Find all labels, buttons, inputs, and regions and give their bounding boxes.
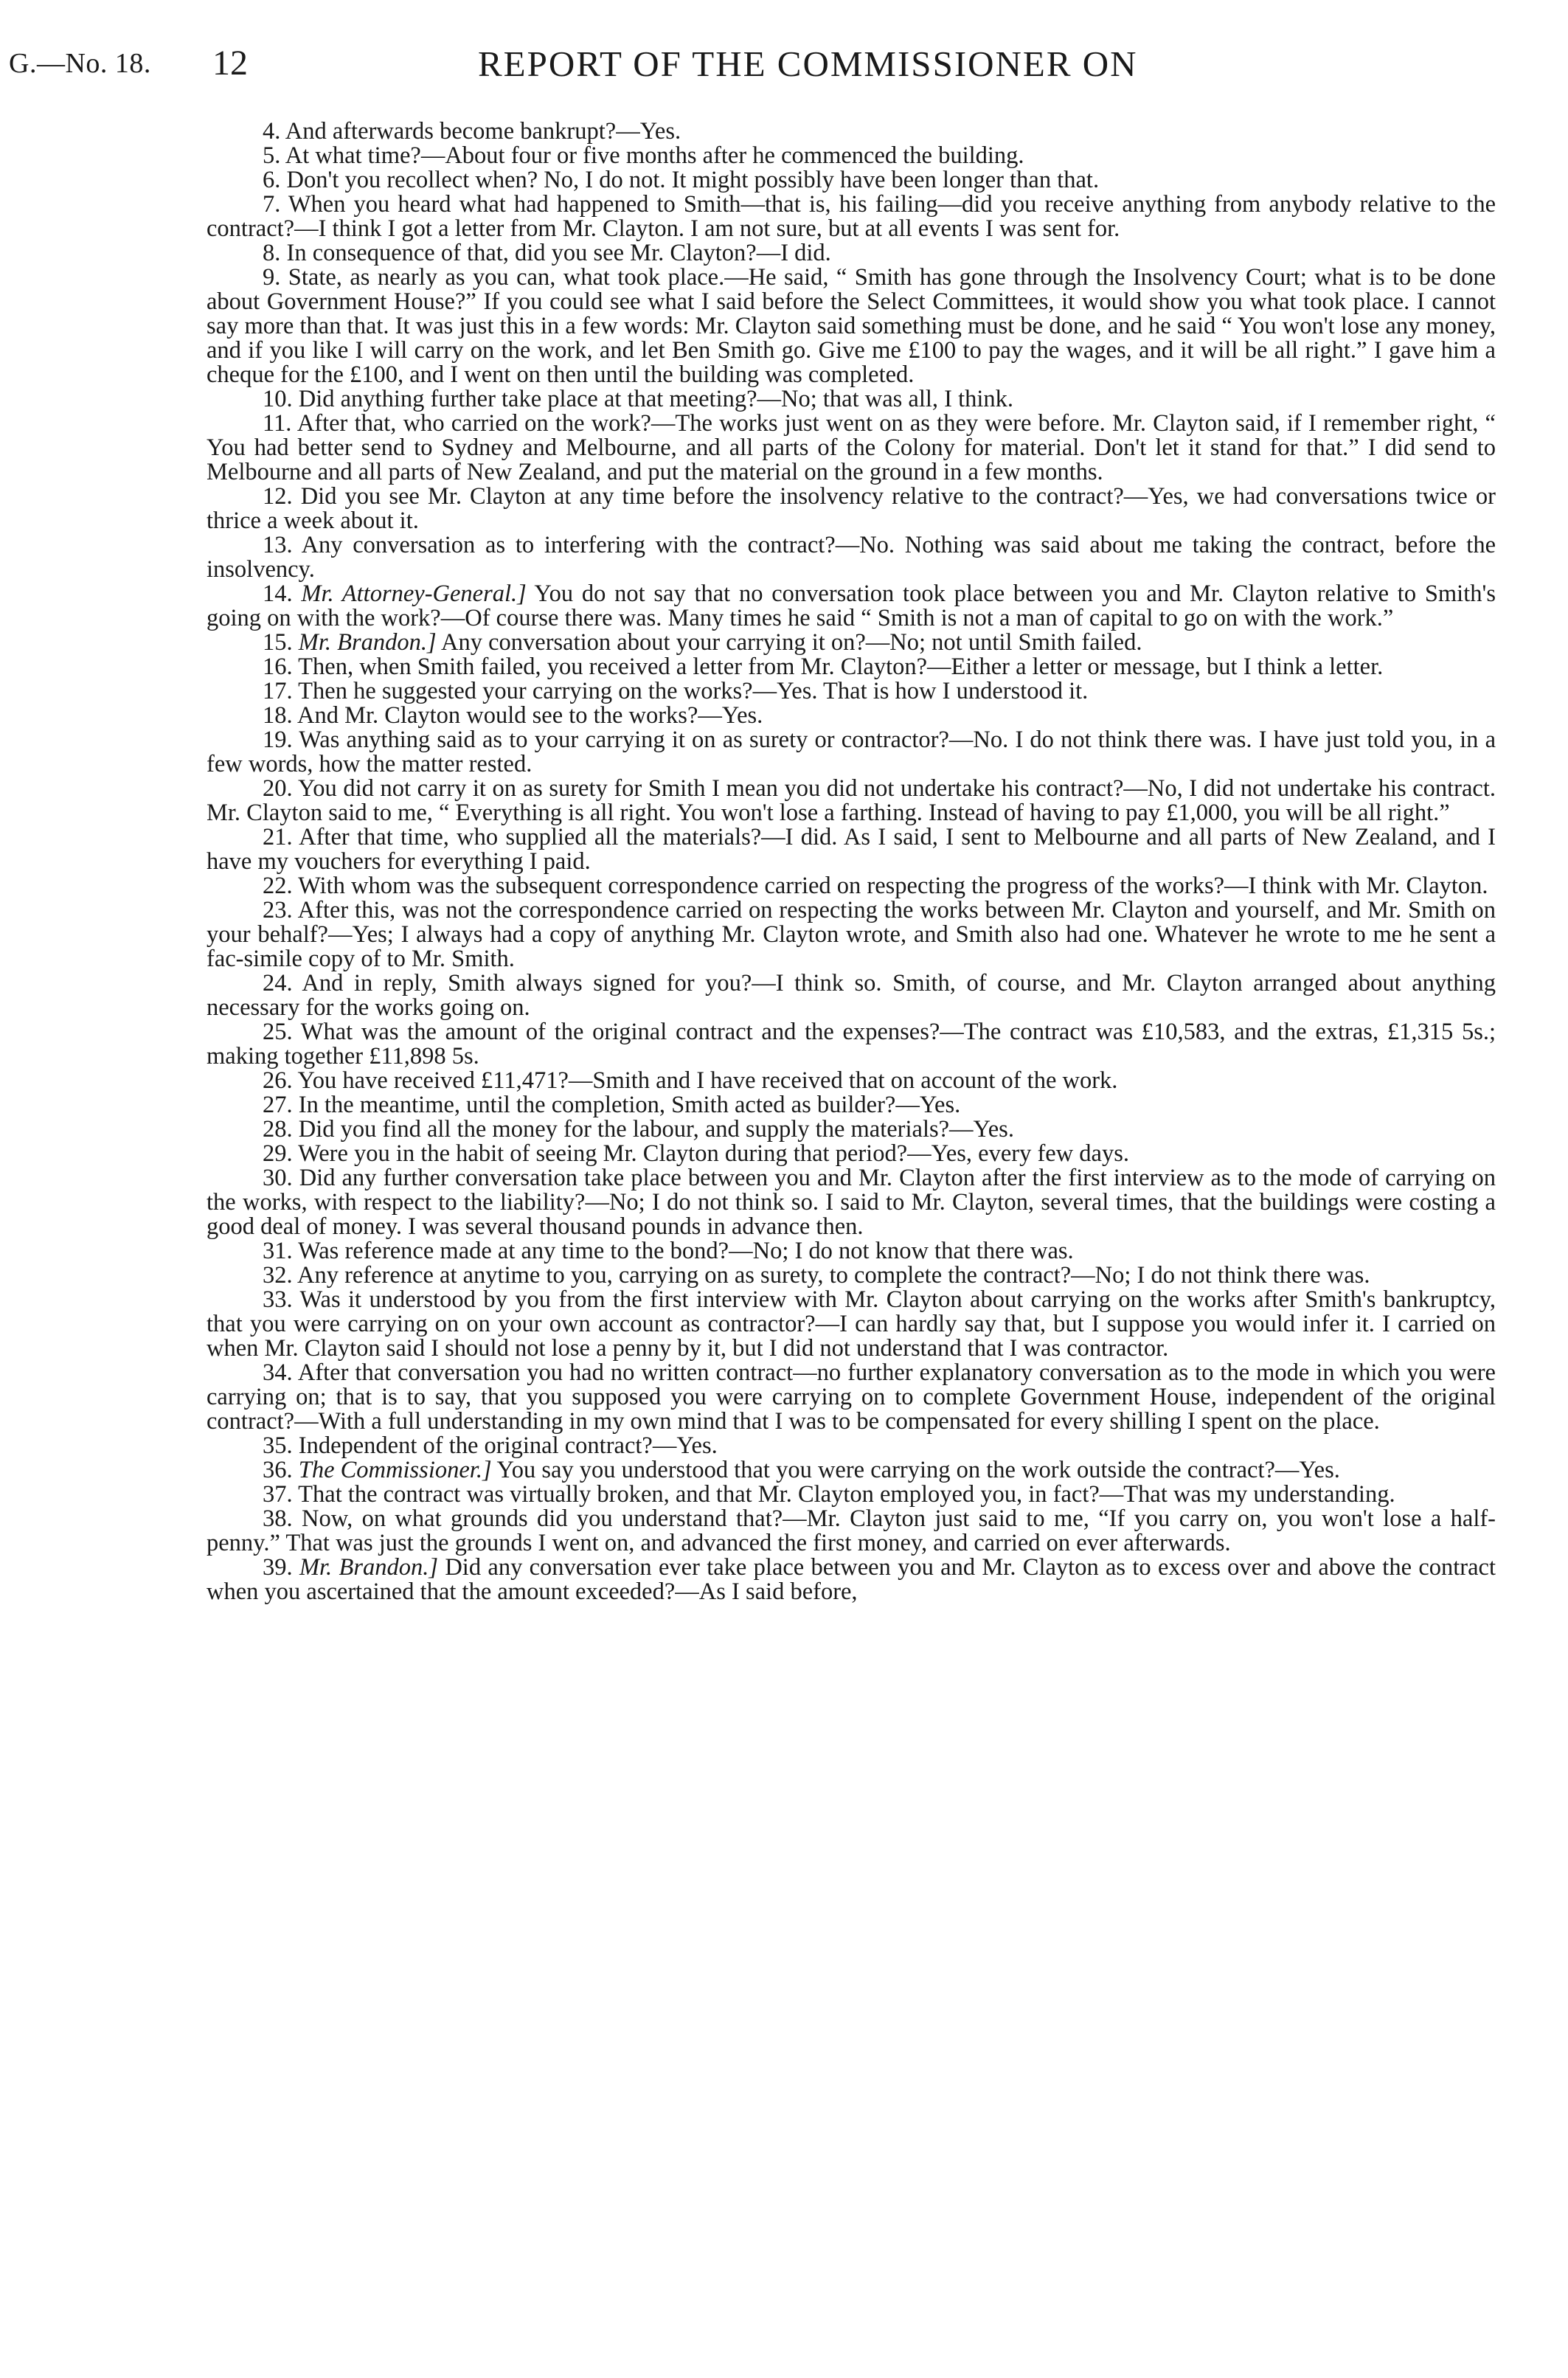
paragraph-text: With whom was the subsequent correspondence carried on respecting the progress of the works?—I think with Mr. Clayton. [298, 873, 1488, 899]
paragraph-text: Any conversation as to interfering with the contract?—No. Nothing was said about me taking the contract, before the insolvency. [207, 532, 1496, 583]
question-number: 37. [263, 1481, 293, 1508]
paragraph-text: Then, when Smith failed, you received a letter from Mr. Clayton?—Either a letter or message, but I think a letter. [298, 654, 1384, 680]
paragraph-text: Then he suggested your carrying on the works?—Yes. That is how I understood it. [298, 678, 1089, 704]
paragraph-text: In consequence of that, did you see Mr. Clayton?—I did. [286, 240, 831, 266]
paragraph-text: Was reference made at any time to the bond?—No; I do not know that there was. [298, 1238, 1074, 1264]
question-number: 13. [263, 532, 293, 558]
paragraph-text: And Mr. Clayton would see to the works?—Yes. [296, 702, 763, 729]
question-answer-paragraph [207, 1507, 1496, 1556]
question-number: 34. [263, 1359, 293, 1386]
paragraph-text: Were you in the habit of seeing Mr. Clayton during that period?—Yes, every few days. [298, 1140, 1129, 1167]
question-number: 39. [263, 1554, 293, 1581]
paper-code: G.—No. 18. [9, 48, 151, 79]
question-number: 10. [263, 386, 293, 412]
question-answer-paragraph [207, 1142, 1496, 1166]
question-number: 24. [263, 970, 293, 996]
running-title: REPORT OF THE COMMISSIONER ON [478, 44, 1138, 84]
question-answer-paragraph [207, 874, 1496, 898]
paragraph-text: You have received £11,471?—Smith and I have received that on account of the work. [297, 1067, 1118, 1094]
question-number: 26. [263, 1067, 293, 1094]
paragraph-text: After that, who carried on the work?—The works just went on as they were before. Mr. Clayton said, if I remember right, “ You had better send to Sydney and Melbourne, and all parts of the Colony for material. Don't let it stand for that.” I did send to Melbourne and all parts of New Zealand, and put the material on the ground in a few months. [207, 410, 1496, 485]
question-number: 35. [263, 1432, 293, 1459]
question-number: 31. [263, 1238, 293, 1264]
paragraph-text: Now, on what grounds did you understand that?—Mr. Clayton just said to me, “If you carry on, you won't lose a half-penny.” That was just the grounds I went on, and advanced the first money, and carried on ever afterwards. [207, 1505, 1496, 1556]
question-answer-paragraph [207, 1263, 1496, 1288]
question-answer-paragraph [207, 631, 1496, 655]
paragraph-text: When you heard what had happened to Smith—that is, his failing—did you receive anything from anybody relative to the contract?—I think I got a letter from Mr. Clayton. I am not sure, but at all events I was sent for. [207, 191, 1496, 242]
paragraph-text: You do not say that no conversation took place between you and Mr. Clayton relative to Smith's going on with the work?—Of course there was. Many times he said “ Smith is not a man of capital to go on with the work.” [207, 580, 1496, 631]
question-number: 33. [263, 1286, 293, 1313]
question-answer-paragraph [207, 1458, 1496, 1483]
question-number: 32. [263, 1262, 293, 1289]
question-number: 19. [263, 727, 293, 753]
question-answer-paragraph [207, 412, 1496, 485]
question-answer-paragraph [207, 655, 1496, 679]
question-number: 18. [263, 702, 293, 729]
question-number: 6. [263, 167, 281, 193]
question-number: 5. [263, 142, 281, 169]
evidence-body [207, 119, 1496, 1604]
question-number: 36. [263, 1457, 293, 1483]
question-number: 14. [263, 580, 293, 607]
question-answer-paragraph [207, 241, 1496, 266]
paragraph-text: In the meantime, until the completion, Smith acted as builder?—Yes. [298, 1092, 961, 1118]
page-header [0, 43, 1568, 94]
question-answer-paragraph [207, 704, 1496, 728]
question-number: 12. [263, 483, 293, 510]
speaker-label: Mr. Brandon.] [298, 629, 437, 656]
question-number: 8. [263, 240, 281, 266]
paragraph-text: Any reference at anytime to you, carrying on as surety, to complete the contract?—No; I do not think there was. [296, 1262, 1370, 1289]
paragraph-text: At what time?—About four or five months after he commenced the building. [285, 142, 1024, 169]
paragraph-text: That the contract was virtually broken, and that Mr. Clayton employed you, in fact?—That was my understanding. [298, 1481, 1395, 1508]
question-number: 20. [263, 775, 293, 802]
question-number: 38. [263, 1505, 293, 1532]
question-number: 22. [263, 873, 293, 899]
question-answer-paragraph [207, 728, 1496, 777]
question-answer-paragraph [207, 1434, 1496, 1458]
question-answer-paragraph [207, 168, 1496, 193]
question-number: 17. [263, 678, 293, 704]
question-answer-paragraph [207, 898, 1496, 971]
question-number: 29. [263, 1140, 293, 1167]
question-answer-paragraph [207, 1556, 1496, 1604]
question-answer-paragraph [207, 1020, 1496, 1069]
question-answer-paragraph [207, 971, 1496, 1020]
question-answer-paragraph [207, 1288, 1496, 1361]
speaker-label: Mr. Attorney-General.] [301, 580, 527, 607]
speaker-label: The Commissioner.] [298, 1457, 492, 1483]
question-answer-paragraph [207, 193, 1496, 241]
question-number: 25. [263, 1019, 293, 1045]
paragraph-text: You did not carry it on as surety for Smith I mean you did not undertake his contract?—No, I did not undertake his contract. Mr. Clayton said to me, “ Everything is all right. You won't lose a farthing. Instead of having to pay £1,000, you will be all right.” [207, 775, 1496, 826]
question-answer-paragraph [207, 1117, 1496, 1142]
paragraph-text: And in reply, Smith always signed for you?—I think so. Smith, of course, and Mr. Clayton arranged about anything necessary for the works going on. [207, 970, 1496, 1021]
question-answer-paragraph [207, 387, 1496, 412]
question-answer-paragraph [207, 1093, 1496, 1117]
paragraph-text: What was the amount of the original contract and the expenses?—The contract was £10,583, and the extras, £1,315 5s.; making together £11,898 5s. [207, 1019, 1496, 1070]
question-number: 15. [263, 629, 293, 656]
question-number: 16. [263, 654, 293, 680]
question-answer-paragraph [207, 777, 1496, 825]
question-answer-paragraph [207, 1361, 1496, 1434]
speaker-label: Mr. Brandon.] [299, 1554, 439, 1581]
paragraph-text: Did anything further take place at that meeting?—No; that was all, I think. [298, 386, 1014, 412]
question-answer-paragraph [207, 1166, 1496, 1239]
paragraph-text: Did you see Mr. Clayton at any time before the insolvency relative to the contract?—Yes, we had conversations twice or thrice a week about it. [207, 483, 1496, 534]
question-number: 9. [263, 264, 281, 291]
question-number: 23. [263, 897, 293, 923]
paragraph-text: Don't you recollect when? No, I do not. It might possibly have been longer than that. [286, 167, 1100, 193]
page-number: 12 [212, 44, 248, 83]
question-answer-paragraph [207, 533, 1496, 582]
question-number: 30. [263, 1165, 293, 1191]
question-number: 21. [263, 824, 293, 850]
question-number: 28. [263, 1116, 293, 1143]
paragraph-text: After that time, who supplied all the materials?—I did. As I said, I sent to Melbourne and all parts of New Zealand, and I have my vouchers for everything I paid. [207, 824, 1496, 875]
question-answer-paragraph [207, 144, 1496, 168]
question-answer-paragraph [207, 1239, 1496, 1263]
question-answer-paragraph [207, 1069, 1496, 1093]
paragraph-text: After that conversation you had no written contract—no further explanatory conversation as to the mode in which you were carrying on; that is to say, that you supposed you were carrying on to complete Government House, independent of the original contract?—With a full understanding in my own mind that I was to be compensated for every shilling I spent on the place. [207, 1359, 1496, 1435]
question-number: 7. [263, 191, 281, 218]
question-answer-paragraph [207, 679, 1496, 704]
paragraph-text: Any conversation about your carrying it on?—No; not until Smith failed. [441, 629, 1142, 656]
paragraph-text: State, as nearly as you can, what took place.—He said, “ Smith has gone through the Insolvency Court; what is to be done about Government House?” If you could see what I said before the Select Committees, it would show you what took place. I cannot say more than that. It was just this in a few words: Mr. Clayton said something must be done, and he said “ You won't lose any money, and if you like I will carry on the work, and let Ben Smith go. Give me £100 to pay the wages, and it will be all right.” I gave him a cheque for the £100, and I went on then until the building was completed. [207, 264, 1496, 388]
paragraph-text: And afterwards become bankrupt?—Yes. [285, 118, 681, 145]
paragraph-text: You say you understood that you were carrying on the work outside the contract?—Yes. [496, 1457, 1340, 1483]
question-answer-paragraph [207, 825, 1496, 874]
question-answer-paragraph [207, 119, 1496, 144]
paragraph-text: After this, was not the correspondence carried on respecting the works between Mr. Clayton and yourself, and Mr. Smith on your behalf?—Yes; I always had a copy of anything Mr. Clayton wrote, and Smith also had one. Whatever he wrote to me he sent a fac-simile copy of to Mr. Smith. [207, 897, 1496, 972]
question-number: 11. [263, 410, 292, 437]
question-answer-paragraph [207, 266, 1496, 387]
question-answer-paragraph [207, 582, 1496, 631]
paragraph-text: Did any further conversation take place between you and Mr. Clayton after the first interview as to the mode of carrying on the works, with respect to the liability?—No; I do not think so. I said to Mr. Clayton, several times, that the buildings were costing a good deal of money. I was several thousand pounds in advance then. [207, 1165, 1496, 1240]
paragraph-text: Did you find all the money for the labour, and supply the materials?—Yes. [298, 1116, 1014, 1143]
paragraph-text: Was it understood by you from the first interview with Mr. Clayton about carrying on the works after Smith's bankruptcy, that you were carrying on on your own account as contractor?—I can hardly say that, but I suppose you would infer it. I carried on when Mr. Clayton said I should not lose a penny by it, but I did not understand that I was contractor. [207, 1286, 1496, 1362]
question-answer-paragraph [207, 1483, 1496, 1507]
question-number: 4. [263, 118, 281, 145]
paragraph-text: Independent of the original contract?—Yes. [298, 1432, 718, 1459]
paragraph-text: Did any conversation ever take place between you and Mr. Clayton as to excess over and above the contract when you ascertained that the amount exceeded?—As I said before, [207, 1554, 1496, 1605]
question-answer-paragraph [207, 485, 1496, 533]
paragraph-text: Was anything said as to your carrying it on as surety or contractor?—No. I do not think there was. I have just told you, in a few words, how the matter rested. [207, 727, 1496, 777]
question-number: 27. [263, 1092, 293, 1118]
